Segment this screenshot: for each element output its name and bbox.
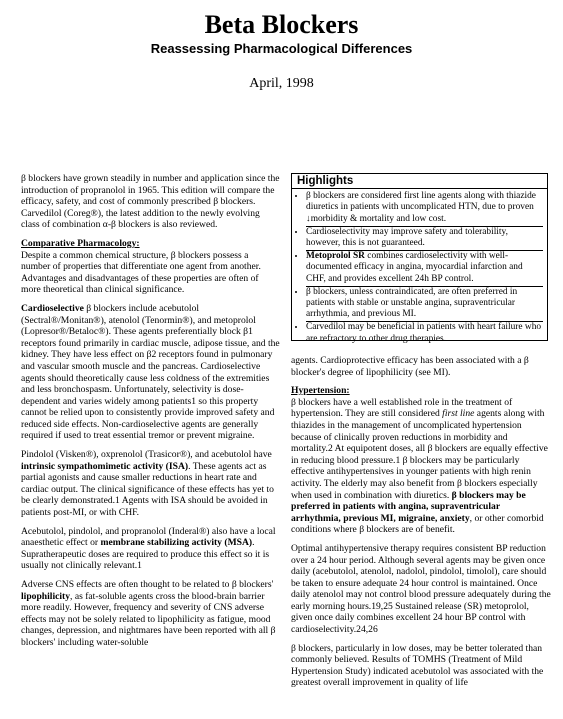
cns-paragraph <box>21 579 280 649</box>
highlight-item: • β blockers are considered first line agents along with thiazide diuretics in patients with uncomplicated HTN, due to proven ↓morbidity & mortality and low cost. <box>306 191 543 227</box>
hypertension-text-a: β blockers have a well established role in the treatment of hypertension. They are still considered <box>291 396 513 420</box>
highlight-item <box>306 251 543 287</box>
highlight-item: • Cardioselectivity may improve safety and tolerability, however, this is not guaranteed. <box>306 227 543 251</box>
hypertension-heading: Hypertension: <box>291 385 350 397</box>
hypertension-bold-text: β blockers may be preferred in patients with angina, supraventricular arrhythmia, previous MI, migraine, anxiety <box>291 489 526 524</box>
isa-text-pre: Pindolol (Visken®), oxprenolol (Trasicor®), and acebutolol have <box>21 449 272 461</box>
left-column <box>21 173 280 656</box>
lipophilicity-term: lipophilicity <box>21 590 71 602</box>
isa-text-post: . These agents act as partial agonists and cause smaller reductions in heart rate and cardiac output. The clinical significance of these effects has yet to be clearly demonstrated.1 Agents with ISA should be avoided in patients post-MI, or with CHF. <box>21 460 274 519</box>
msa-text-post: . Supratherapeutic doses are required to produce this effect so it is usually not clinically relevant.1 <box>21 537 270 572</box>
cardioselective-paragraph <box>21 303 280 442</box>
tolerability-paragraph: β blockers, particularly in low doses, may be better tolerated than commonly believed. Results of TOMHS (Treatment of Mild Hypertension Study) indicated acebutolol was associated with the greatest overall improvement in quality of life <box>291 642 544 689</box>
comparative-pharmacology-text: Despite a common chemical structure, β blockers possess a number of properties that differentiate one agent from another. Advantages and disadvantages of these properties are often of more theoretical than clinical significance. <box>21 249 261 296</box>
comparative-pharmacology-heading: Comparative Pharmacology: <box>21 237 140 249</box>
intro-paragraph: β blockers have grown steadily in number and application since the introduction of propranolol in 1965. This edition will compare the efficacy, safety, and cost of commonly prescribed β blockers. Carvedilol (Coreg®), the latest addition to the newly evolving class of combination α-β blockers is also reviewed. <box>21 173 280 231</box>
msa-term: membrane stabilizing activity (MSA) <box>100 537 253 549</box>
highlight-item: • β blockers, unless contraindicated, are often preferred in patients with stable or unstable angina, supraventricular arrhythmia, and previous MI. <box>306 287 543 323</box>
page-subtitle: Reassessing Pharmacological Differences <box>150 41 413 56</box>
cns-text-post: , as fat-soluble agents cross the blood-brain barrier more readily. However, frequency and severity of CNS adverse effects may not be solely related to lipophilicity as fatigue, mood changes, depression, and nightmares have been reported with all β blockers' including water-soluble <box>21 590 276 648</box>
metoprolol-sr-term: Metoprolol SR <box>306 251 365 262</box>
right-column <box>291 355 551 696</box>
first-line-term: first line <box>442 408 475 420</box>
hypertension-text-b: agents along with thiazides in the management of uncomplicated hypertension because of clinically proven reductions in morbidity and mortality.2 At equipotent doses, all β blockers are equally effective in reducing blood pressure.1 β blockers may be particularly effective antihypertensives in younger patients with high renin activity. The elderly may also benefit from β blockers especially when used in combination with diuretics. <box>291 408 548 501</box>
cardioselective-text: β blockers include acebutolol (Sectral®/Monitan®), atenolol (Tenormin®), and metoprolol (Lopresor®/Betaloc®). These agents preferentially block β1 receptors found primarily in cardiac muscle, adipose tissue, and the kidney. They have less effect on β2 receptors found in pulmonary and vascular smooth muscle and the pancreas. Cardioselective agents should theoretically cause less coldness of the extremities and less bronchospasm. Unfortunately, selectivity is dose-dependent and varies widely among patients1 so this property cannot be relied upon to consistently provide improved safety and reduced side effects. Non-cardioselective agents are generally required if used to treat essential tremor or prevent migraine. <box>21 302 280 442</box>
page-title: Beta Blockers <box>204 10 359 39</box>
continuation-paragraph: agents. Cardioprotective efficacy has been associated with a β blocker's degree of lipophilicity (see MI). <box>291 355 529 378</box>
publication-date: April, 1998 <box>249 76 314 91</box>
highlight-item: • Carvedilol may be beneficial in patients with heart failure who are refractory to other drug therapies. <box>306 322 543 345</box>
msa-paragraph <box>21 526 280 572</box>
cardioselective-term: Cardioselective <box>21 302 84 314</box>
cns-text-pre: Adverse CNS effects are often thought to be related to β blockers' <box>21 579 274 590</box>
hypertension-section <box>291 385 551 536</box>
isa-paragraph <box>21 449 280 519</box>
hypertension-text-c: , or other comorbid conditions where β blockers are of benefit. <box>291 512 544 536</box>
highlights-box <box>291 173 548 344</box>
highlight-item-text: combines cardioselectivity with well-documented efficacy in angina, myocardial infarction and CHF, and provides excellent 24h BP control. <box>306 251 523 284</box>
comparative-pharmacology-section <box>21 238 280 296</box>
msa-text-pre: Acebutolol, pindolol, and propranolol (Inderal®) also have a local anaesthetic effect or <box>21 525 276 549</box>
highlights-list <box>292 191 547 346</box>
optimal-therapy-paragraph: Optimal antihypertensive therapy requires consistent BP reduction over a 24 hour period. Although several agents may be given once daily (acebutolol, atenolol, nadolol, pindolol, timolol), care should be taken to ensure adequate 24 hour control is maintained. Once daily atenolol may not control blood pressure adequately during the early morning hours.19,25 Sustained release (SR) metoprolol, given once daily combines excellent 24 hour BP control with cardioselectivity.24,26 <box>291 542 551 636</box>
isa-term: intrinsic sympathomimetic activity (ISA) <box>21 460 189 472</box>
highlights-title: Highlights <box>292 174 547 189</box>
